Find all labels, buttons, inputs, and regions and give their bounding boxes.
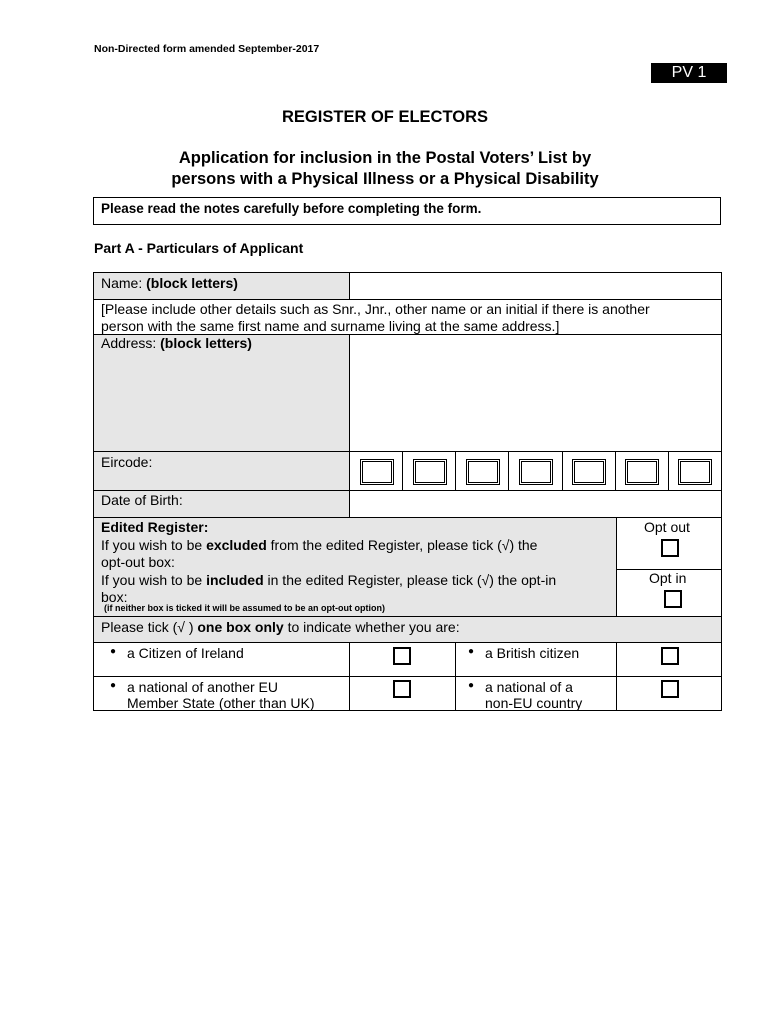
non-eu-national-checkbox[interactable] — [661, 680, 679, 698]
form-version-note: Non-Directed form amended September-2017 — [94, 43, 320, 55]
eircode-char-box-5[interactable] — [572, 459, 606, 485]
eircode-char-box-6[interactable] — [625, 459, 659, 485]
notice-text: Please read the notes carefully before completing the form. — [101, 201, 482, 216]
name-label: Name: (block letters) — [101, 275, 238, 291]
british-checkbox[interactable] — [661, 647, 679, 665]
address-hint: (block letters) — [160, 335, 252, 351]
eu-national-checkbox[interactable] — [393, 680, 411, 698]
opt-in-label: Opt in — [649, 570, 687, 586]
option-eu-label-line-1: a national of another EU — [127, 679, 278, 695]
opt-footnote: (if neither box is ticked it will be assumed to be an opt-out option) — [104, 603, 386, 613]
citizenship-prompt: Please tick (√ ) one box only to indicate whether you are: — [101, 619, 460, 635]
name-input[interactable] — [351, 274, 720, 298]
name-hint: (block letters) — [146, 275, 238, 291]
eircode-char-box-4[interactable] — [519, 459, 553, 485]
bullet-icon: ● — [110, 680, 117, 691]
opt-out-text-line-1: If you wish to be excluded from the edited Register, please tick (√) the — [101, 537, 538, 553]
edited-register-heading: Edited Register: — [101, 519, 209, 535]
address-input[interactable] — [351, 336, 720, 450]
bullet-icon: ● — [468, 680, 475, 691]
dob-label: Date of Birth: — [101, 492, 183, 508]
opt-in-text-line-2: box: — [101, 589, 128, 605]
opt-out-checkbox[interactable] — [661, 539, 679, 557]
opt-out-text-line-2: opt-out box: — [101, 554, 175, 570]
form-code-badge: PV 1 — [651, 63, 727, 83]
eircode-char-box-3[interactable] — [466, 459, 500, 485]
section-heading-part-a: Part A - Particulars of Applicant — [94, 240, 304, 256]
address-label-cell — [94, 334, 350, 451]
option-eu-label-line-2: Member State (other than UK) — [127, 695, 315, 711]
subtitle-line-2: persons with a Physical Illness or a Physical Disability — [171, 170, 599, 188]
details-note-line-2: person with the same first name and surname living at the same address.] — [101, 318, 560, 334]
eircode-label: Eircode: — [101, 454, 153, 470]
address-label: Address: (block letters) — [101, 335, 252, 351]
option-british-label: a British citizen — [485, 645, 580, 661]
opt-out-label: Opt out — [644, 519, 690, 535]
eircode-char-box-7[interactable] — [678, 459, 712, 485]
details-note-line-1: [Please include other details such as Snr., Jnr., other name or an initial if there is another — [101, 301, 650, 317]
opt-in-text-line-1: If you wish to be included in the edited Register, please tick (√) the opt-in — [101, 572, 557, 588]
bullet-icon: ● — [468, 646, 475, 657]
page-title: REGISTER OF ELECTORS — [282, 108, 488, 126]
bullet-icon: ● — [110, 646, 117, 657]
ireland-checkbox[interactable] — [393, 647, 411, 665]
dob-input[interactable] — [351, 492, 720, 516]
option-noneu-label-line-1: a national of a — [485, 679, 573, 695]
eircode-char-box-2[interactable] — [413, 459, 447, 485]
option-ireland-label: a Citizen of Ireland — [127, 645, 244, 661]
option-noneu-label-line-2: non-EU country — [485, 695, 583, 711]
eircode-char-box-1[interactable] — [360, 459, 394, 485]
subtitle-line-1: Application for inclusion in the Postal Voters’ List by — [178, 149, 592, 167]
opt-in-checkbox[interactable] — [664, 590, 682, 608]
